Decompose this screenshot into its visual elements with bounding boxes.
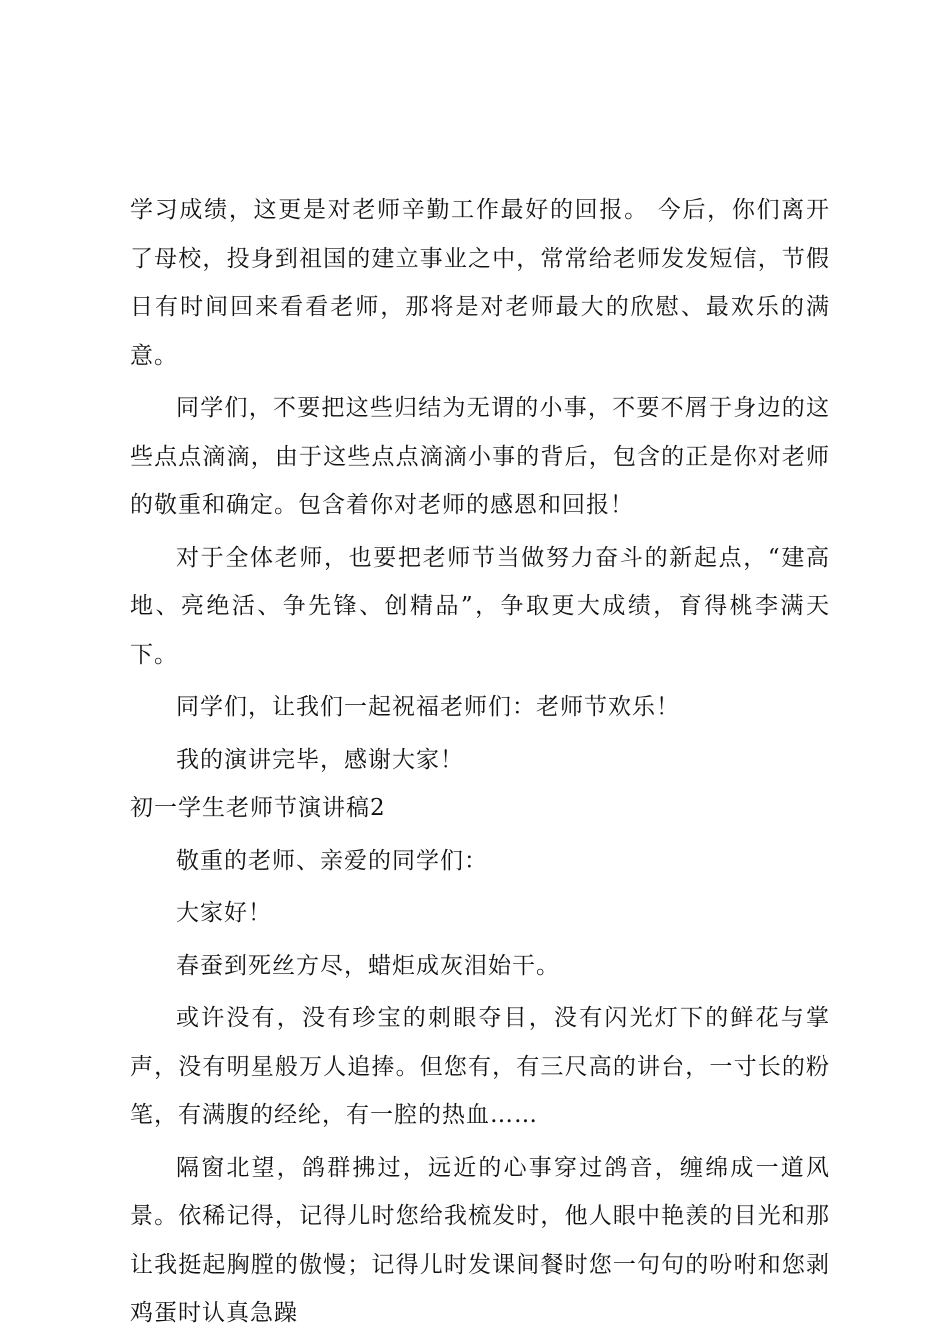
paragraph-greeting: 大家好！ xyxy=(176,900,272,926)
paragraph-blessing: 同学们，让我们一起祝福老师们：老师节欢乐！ xyxy=(176,694,680,720)
paragraph-small-things: 同学们，不要把这些归结为无谓的小事，不要不屑于身边的这些点点滴滴，由于这些点点滴滴小事的背后，包含的正是你对老师的敬重和确定。包含着你对老师的感恩和回报！ xyxy=(130,395,830,518)
paragraph-no-treasure: 或许没有，没有珍宝的刺眼夺目，没有闪光灯下的鲜花与掌声，没有明星般万人追捧。但您有，有三尺高的讲台，一寸长的粉笔，有满腹的经纶，有一腔的热血…… xyxy=(130,1005,830,1128)
speech-title: 初一学生老师节演讲稿2 xyxy=(130,795,386,821)
paragraph-poem-line: 春蚕到死丝方尽，蜡炬成灰泪始干。 xyxy=(176,952,560,979)
paragraph-teachers-goal: 对于全体老师，也要把老师节当做努力奋斗的新起点，“建高地、亮绝活、争先锋、创精品”，争取更大成绩，育得桃李满天下。 xyxy=(130,544,830,668)
paragraph-closing-thanks: 我的演讲完毕，感谢大家！ xyxy=(176,746,464,773)
paragraph-salutation: 敬重的老师、亲爱的同学们： xyxy=(176,847,488,874)
document-body xyxy=(130,186,830,1338)
paragraph-memories: 隔窗北望，鸽群拂过，远近的心事穿过鸽音，缠绵成一道风景。依稀记得，记得儿时您给我梳发时，他人眼中艳羡的目光和那让我挺起胸膛的傲慢；记得儿时发课间餐时您一句句的吩咐和您剥鸡蛋时认真急躁 xyxy=(130,1154,830,1326)
paragraph-gratitude-return: 学习成绩，这更是对老师辛勤工作最好的回报。 今后，你们离开了母校，投身到祖国的建立事业之中，常常给老师发发短信，节假日有时间回来看看老师，那将是对老师最大的欣慰、最欢乐的满意。 xyxy=(130,197,830,369)
